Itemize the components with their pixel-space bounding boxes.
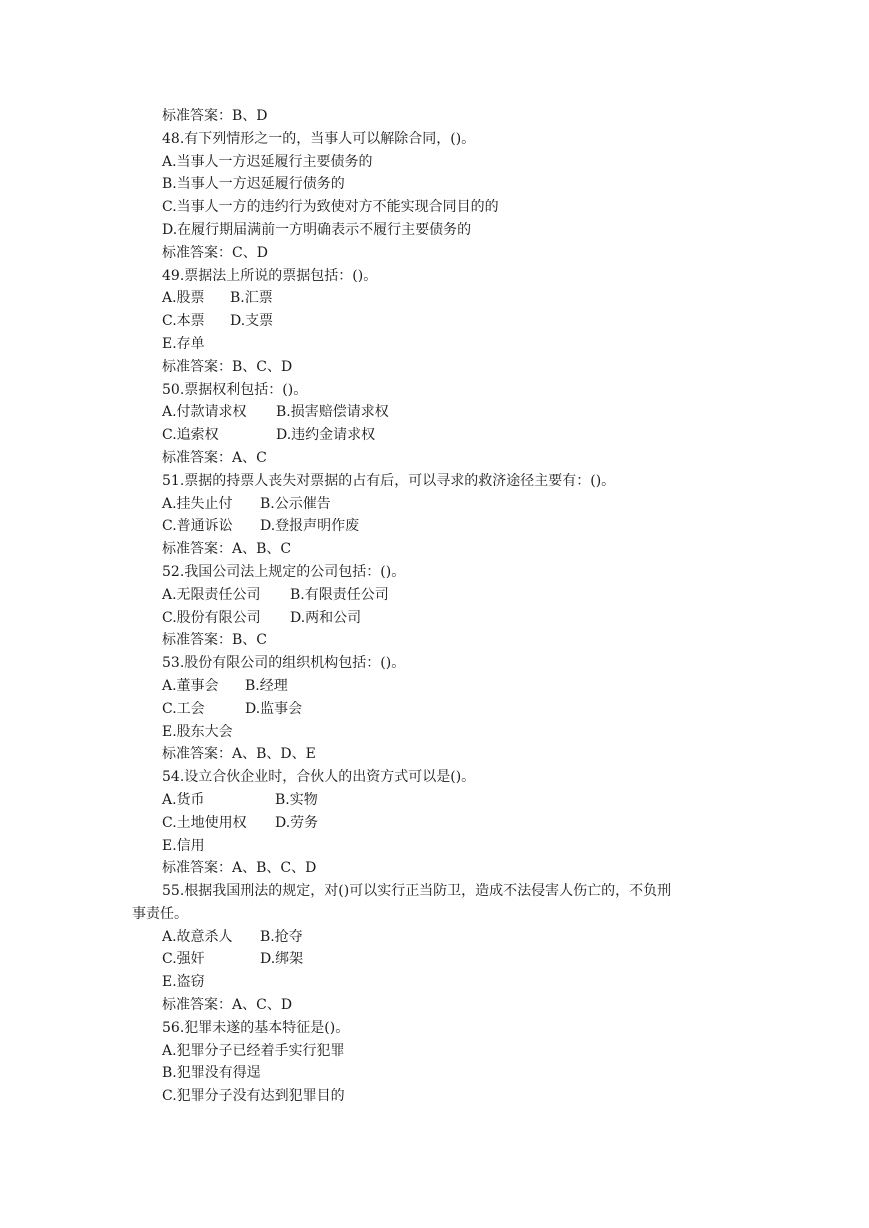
option-row	[162, 675, 762, 698]
document-body	[132, 105, 762, 1108]
option-row	[162, 310, 762, 333]
option-text: D.支票	[230, 313, 274, 330]
option-text: C.工会	[162, 700, 205, 717]
option-text: D.登报声明作废	[260, 518, 360, 535]
option-text: A.当事人一方迟延履行主要债务的	[162, 153, 373, 170]
option-text: C.普通诉讼	[162, 518, 233, 535]
option-text: B.经理	[245, 677, 288, 694]
option-row	[162, 401, 762, 424]
option-text: C.追索权	[162, 427, 219, 444]
answer-text: 标准答案：A、B、D、E	[162, 746, 316, 763]
option-text: B.犯罪没有得逞	[162, 1065, 261, 1082]
option-row	[162, 493, 762, 516]
option-text: B.抢夺	[260, 928, 303, 945]
option-text: C.本票	[162, 313, 205, 330]
option-text: A.付款请求权	[162, 404, 247, 421]
option-text: D.两和公司	[290, 609, 362, 626]
option-text: D.在履行期届满前一方明确表示不履行主要债务的	[162, 221, 472, 238]
question-text: 52.我国公司法上规定的公司包括：()。	[162, 563, 406, 580]
option-row	[162, 698, 762, 721]
option-text: B.损害赔偿请求权	[276, 404, 389, 421]
question-text: 48.有下列情形之一的，当事人可以解除合同，()。	[162, 130, 476, 147]
option-text: C.当事人一方的违约行为致使对方不能实现合同目的的	[162, 199, 499, 216]
option-text: D.监事会	[245, 700, 303, 717]
answer-text: 标准答案：A、C、D	[162, 997, 293, 1014]
option-row	[162, 424, 762, 447]
option-row	[162, 515, 762, 538]
option-text: E.信用	[162, 837, 205, 854]
option-text: D.违约金请求权	[276, 427, 376, 444]
option-text: C.犯罪分子没有达到犯罪目的	[162, 1088, 345, 1105]
option-row	[162, 584, 762, 607]
option-text: D.劳务	[275, 814, 319, 831]
option-text: A.故意杀人	[162, 928, 233, 945]
option-text: A.股票	[162, 290, 205, 307]
option-text: A.挂失止付	[162, 495, 233, 512]
option-text: D.绑架	[260, 951, 304, 968]
answer-text: 标准答案：B、C	[162, 632, 267, 649]
question-text: 49.票据法上所说的票据包括：()。	[162, 267, 378, 284]
option-row	[162, 789, 762, 812]
answer-text: 标准答案：B、C、D	[162, 358, 293, 375]
option-text: B.实物	[275, 791, 318, 808]
option-text: B.有限责任公司	[290, 586, 389, 603]
option-text: B.公示催告	[260, 495, 331, 512]
option-text: A.货币	[162, 791, 205, 808]
question-text-continued: 事责任。	[132, 905, 188, 922]
answer-text: 标准答案：A、B、C	[162, 541, 292, 558]
option-text: B.当事人一方迟延履行债务的	[162, 176, 345, 193]
option-text: A.犯罪分子已经着手实行犯罪	[162, 1042, 345, 1059]
question-text: 56.犯罪未遂的基本特征是()。	[162, 1019, 350, 1036]
option-row	[162, 287, 762, 310]
question-text: 51.票据的持票人丧失对票据的占有后，可以寻求的救济途径主要有：()。	[162, 472, 616, 489]
option-text: C.股份有限公司	[162, 609, 261, 626]
option-row	[162, 948, 762, 971]
option-text: C.强奸	[162, 951, 205, 968]
option-text: E.存单	[162, 335, 205, 352]
answer-text: 标准答案：A、C	[162, 449, 267, 466]
option-text: E.股东大会	[162, 723, 233, 740]
answer-text: 标准答案：C、D	[162, 244, 268, 261]
answer-text: 标准答案：A、B、C、D	[162, 860, 317, 877]
question-text: 53.股份有限公司的组织机构包括：()。	[162, 655, 406, 672]
option-row	[162, 607, 762, 630]
option-row	[162, 926, 762, 949]
answer-text: 标准答案：B、D	[162, 108, 268, 124]
question-text: 50.票据权利包括：()。	[162, 381, 308, 398]
question-text: 54.设立合伙企业时，合伙人的出资方式可以是()。	[162, 769, 476, 786]
option-text: E.盗窃	[162, 974, 205, 991]
option-text: A.无限责任公司	[162, 586, 261, 603]
option-text: B.汇票	[230, 290, 273, 307]
option-text: C.土地使用权	[162, 814, 247, 831]
option-row	[162, 812, 762, 835]
option-text: A.董事会	[162, 677, 219, 694]
question-text: 55.根据我国刑法的规定，对()可以实行正当防卫，造成不法侵害人伤亡的，不负刑	[162, 883, 672, 900]
